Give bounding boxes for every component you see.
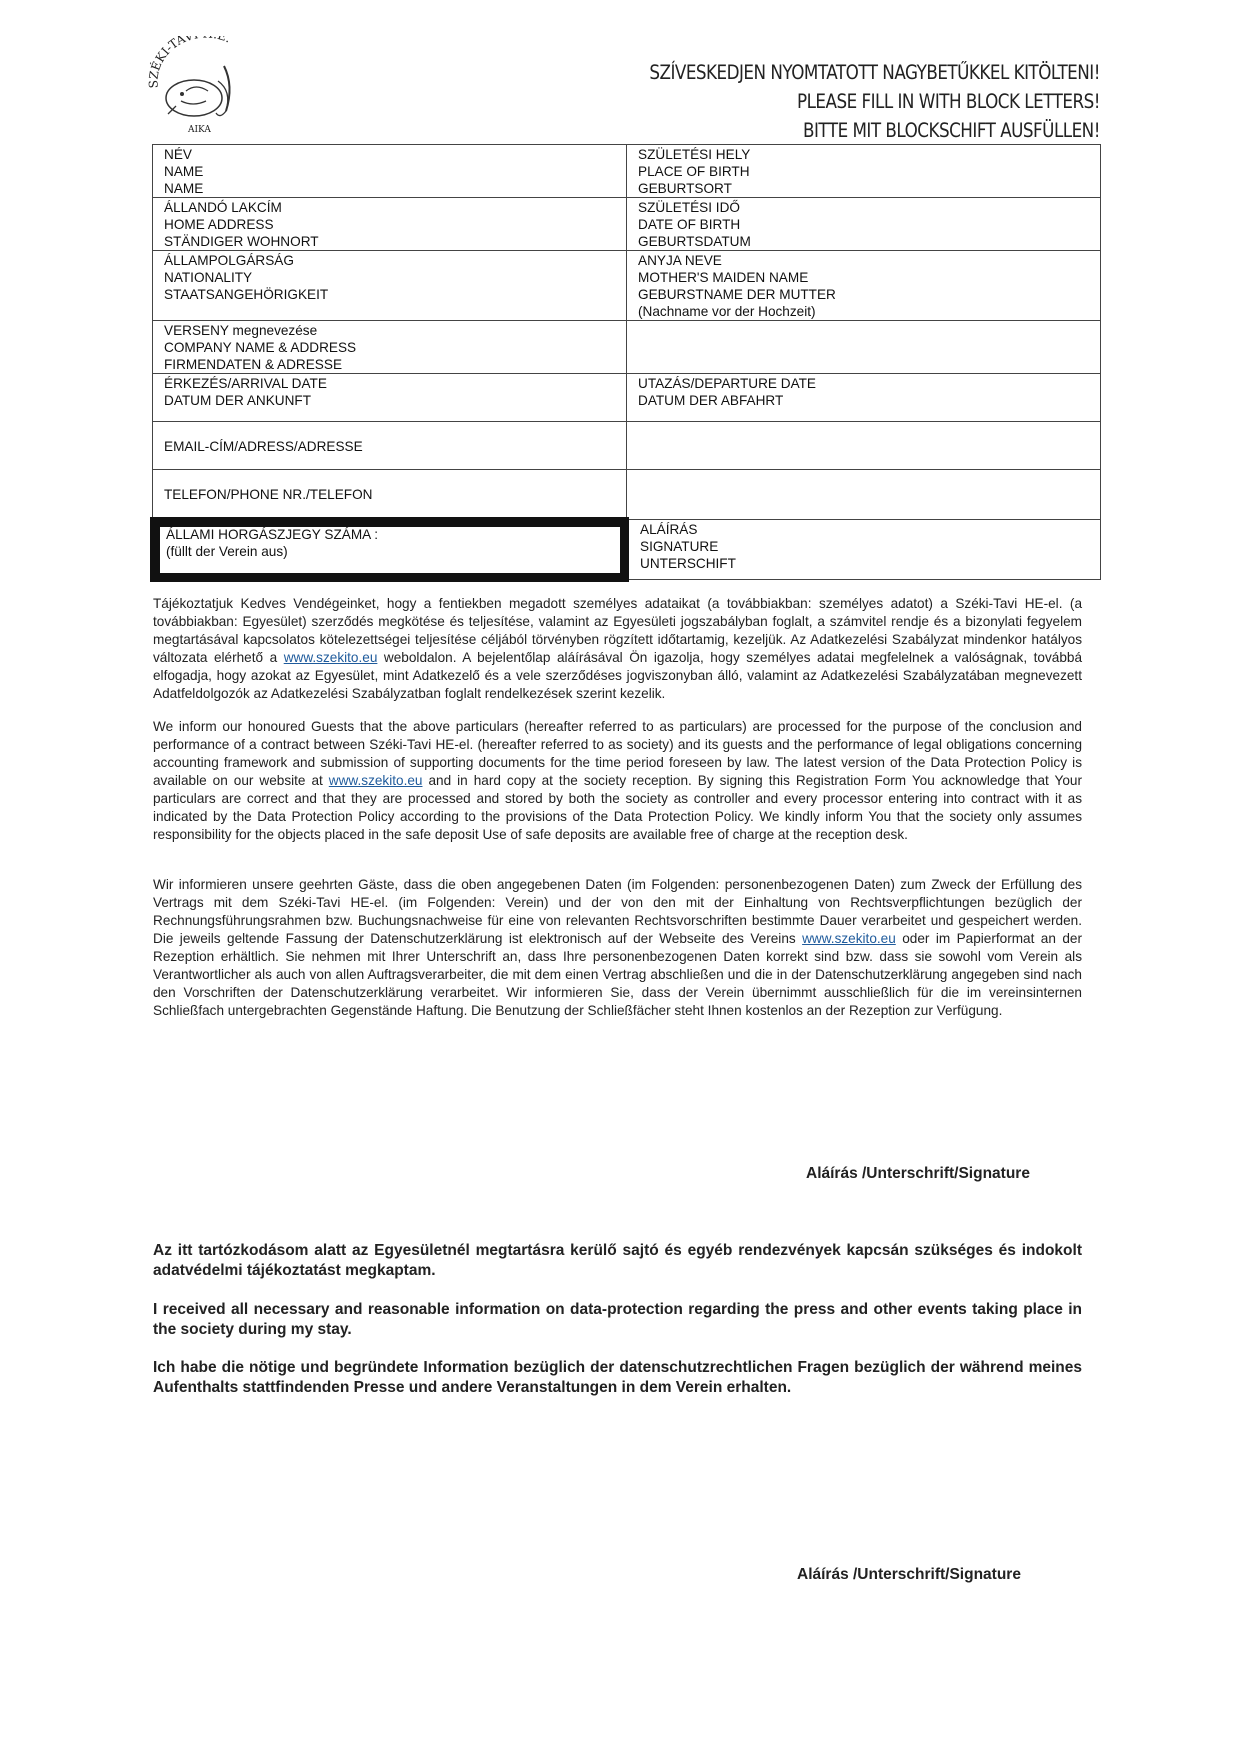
field-label: NÉV <box>164 147 192 162</box>
form-field-left[interactable] <box>153 470 627 520</box>
field-label: NATIONALITY <box>164 270 253 285</box>
form-field-left[interactable] <box>153 321 627 374</box>
website-link[interactable]: www.szekito.eu <box>283 650 378 665</box>
form-row <box>153 520 1101 580</box>
instruction-hu: SZÍVESKEDJEN NYOMTATOTT NAGYBETŰKKEL KITÖLTENI! <box>649 61 1100 84</box>
field-label: ÁLLAMPOLGÁRSÁG <box>164 253 294 268</box>
field-label: ÉRKEZÉS/ARRIVAL DATE <box>164 376 327 391</box>
privacy-notice-en: We inform our honoured Guests that the above particulars (hereafter referred to as particulars) are processed for the purpose of the conclusion and performance of a contract between Széki-Tavi HE-el. (hereafter referred to as society) and its guests and the performance of legal obligations concerning accounting framework and submission of supporting documents for the time period foreseen by law. The latest version of the Data Protection Policy is available on our website at www.szekito.eu and in hard copy at the society reception. By signing this Registration Form You acknowledge that Your particulars are correct and that they are processed and stored by both the society as controller and every processor entering into contract with it as indicated by the Data Protection Policy according to the provisions of the Data Protection Policy. We kindly inform You that the society only assumes responsibility for the objects placed in the safe deposit Use of safe deposits are available free of charge at the reception desk. <box>153 719 1082 842</box>
field-label: MOTHER'S MAIDEN NAME <box>638 270 809 285</box>
privacy-notice-hu: Tájékoztatjuk Kedves Vendégeinket, hogy a fentiekben megadott személyes adataikat (a továbbiakban: személyes adatot) a Széki-Tavi HE-el. (a továbbiakban: Egyesület) szerződés megkötése és teljesítése, valamint az Egyesületi jogszabályban foglalt, a számvitel rendje és a bizonylati fegyelem megtartásával kapcsolatos kötelezettségei teljesítése céljából törvényben rögzített időtartamig, kezeljük. Az Adatkezelési Szabályzat mindenkor hatályos változata elérhető a www.szekito.eu weboldalon. A bejelentőlap aláírásával Ön igazolja, hogy személyes adatai megfelelnek a valóságnak, továbbá elfogadja, hogy azokat az Egyesület, mint Adatkezelő és a vele szerződéses jogviszonyban álló, valamint az Adatkezelési Szabályzatában megnevezett Adatfeldolgozók az Adatkezelési Szabályzatban foglalt rendelkezések szerint kezelik. <box>153 596 1082 701</box>
field-label: EMAIL-CÍM/ADRESS/ADRESSE <box>164 438 363 454</box>
form-field-right[interactable] <box>627 145 1101 198</box>
field-label: FIRMENDATEN & ADRESSE <box>164 357 343 372</box>
field-label: SZÜLETÉSI HELY <box>638 147 751 162</box>
form-field-right[interactable] <box>627 374 1101 422</box>
form-field-left[interactable] <box>153 198 627 251</box>
field-label: DATUM DER ANKUNFT <box>164 393 312 408</box>
field-label: STAATSANGEHÖRIGKEIT <box>164 287 329 302</box>
form-field-left[interactable] <box>153 422 627 470</box>
form-field-right[interactable] <box>627 198 1101 251</box>
form-field-left[interactable] <box>153 145 627 198</box>
field-label: GEBURTSDATUM <box>638 234 751 249</box>
form-field-right[interactable] <box>627 520 1101 580</box>
form-row <box>153 145 1101 198</box>
form-row <box>153 422 1101 470</box>
svg-text:SZÉKI-TAVI H.E.: SZÉKI-TAV . <box>146 36 234 89</box>
field-label: SIGNATURE <box>640 539 719 554</box>
signature-label: Aláírás /Unterschrift/Signature <box>806 1165 1030 1182</box>
field-label: GEBURTSORT <box>638 181 732 196</box>
field-label: (füllt der Verein aus) <box>166 544 288 559</box>
fill-instructions <box>649 58 1100 145</box>
website-link[interactable]: www.szekito.eu <box>328 773 423 788</box>
instruction-de: BITTE MIT BLOCKSCHIFT AUSFÜLLEN! <box>803 119 1100 142</box>
club-logo <box>146 36 266 136</box>
form-row <box>153 374 1101 422</box>
form-field-right[interactable] <box>627 321 1101 374</box>
field-label: VERSENY megnevezése <box>164 323 318 338</box>
field-label: ANYJA NEVE <box>638 253 722 268</box>
instruction-en: PLEASE FILL IN WITH BLOCK LETTERS! <box>797 90 1100 113</box>
registration-form <box>150 144 1101 582</box>
field-label: TELEFON/PHONE NR./TELEFON <box>164 486 373 502</box>
field-label: PLACE OF BIRTH <box>638 164 750 179</box>
field-label: DATUM DER ABFAHRT <box>638 393 784 408</box>
form-field-left[interactable] <box>153 374 627 422</box>
form-row <box>153 198 1101 251</box>
field-label: ÁLLAMI HORGÁSZJEGY SZÁMA : <box>166 527 379 542</box>
svg-text:AIKA: AIKA <box>188 125 211 135</box>
field-label: SZÜLETÉSI IDŐ <box>638 200 740 215</box>
form-row <box>153 321 1101 374</box>
consent-hu: Az itt tartózkodásom alatt az Egyesületnél megtartásra kerülő sajtó és egyéb rendezvények kapcsán szükséges és indokolt adatvédelmi tájékoztatást megkaptam. <box>153 1242 1082 1279</box>
signature-label: Aláírás /Unterschrift/Signature <box>797 1566 1021 1583</box>
form-field-right[interactable] <box>627 470 1101 520</box>
consent-en: I received all necessary and reasonable information on data-protection regarding the press and other events taking place in the society during my stay. <box>153 1301 1082 1338</box>
privacy-notice-de: Wir informieren unsere geehrten Gäste, dass die oben angegebenen Daten (im Folgenden: personenbezogenen Daten) zum Zweck der Erfüllung des Vertrags mit dem Széki-Tavi HE-el. (im Folgenden: Verein) und der von den mit der Einhaltung von Rechtsverpflichtungen bezüglich der Rechnungsführungsrahmen bzw. Buchungsnachweise für eine von relevanten Rechtsvorschriften bestimmte Dauer verarbeitet und gespeichert werden. Die jeweils geltende Fassung der Datenschutzerklärung ist elektronisch auf der Webseite des Vereins www.szekito.eu oder im Papierformat an der Rezeption erhältlich. Sie nehmen mit Ihrer Unterschrift an, dass Ihre personenbezogenen Daten korrekt sind bzw. dass sie sowohl vom Verein als Verantwortlicher als auch von allen Auftragsverarbeiter, die mit dem einen Vertrag abschließen und die in der Datenschutzerklärung angegeben sind nach den Vorschriften der Datenschutzerklärung verarbeitet. Wir informieren Sie, dass der Verein übernimmt ausschließlich für die im vereinsinternen Schließfach untergebrachten Gegenstände Haftung. Die Benutzung der Schließfächer steht Ihnen kostenlos an der Rezeption zur Verfügung. <box>153 877 1082 1018</box>
form-field-right[interactable] <box>627 422 1101 470</box>
form-field-left[interactable] <box>153 251 627 321</box>
field-label: HOME ADDRESS <box>164 217 274 232</box>
form-field-right[interactable] <box>627 251 1101 321</box>
field-label: STÄNDIGER WOHNORT <box>164 234 319 249</box>
form-row <box>153 251 1101 321</box>
field-label: ALÁÍRÁS <box>640 522 698 537</box>
field-label: NAME <box>164 181 204 196</box>
field-label: UTAZÁS/DEPARTURE DATE <box>638 376 816 391</box>
website-link[interactable]: www.szekito.eu <box>802 931 896 946</box>
consent-de: Ich habe die nötige und begründete Information bezüglich der datenschutzrechtlichen Fragen bezüglich der während meines Aufenthalts stattfindenden Presse und andere Veranstaltungen in dem Verein erhalten. <box>153 1359 1082 1396</box>
field-label: GEBURSTNAME DER MUTTER <box>638 287 836 302</box>
field-label: UNTERSCHIFT <box>640 556 736 571</box>
field-label: ÁLLANDÓ LAKCÍM <box>164 200 282 215</box>
field-label: (Nachname vor der Hochzeit) <box>638 304 816 319</box>
form-row <box>153 470 1101 520</box>
form-field-left[interactable] <box>153 520 627 580</box>
field-label: DATE OF BIRTH <box>638 217 741 232</box>
field-label: NAME <box>164 164 204 179</box>
field-label: COMPANY NAME & ADDRESS <box>164 340 357 355</box>
